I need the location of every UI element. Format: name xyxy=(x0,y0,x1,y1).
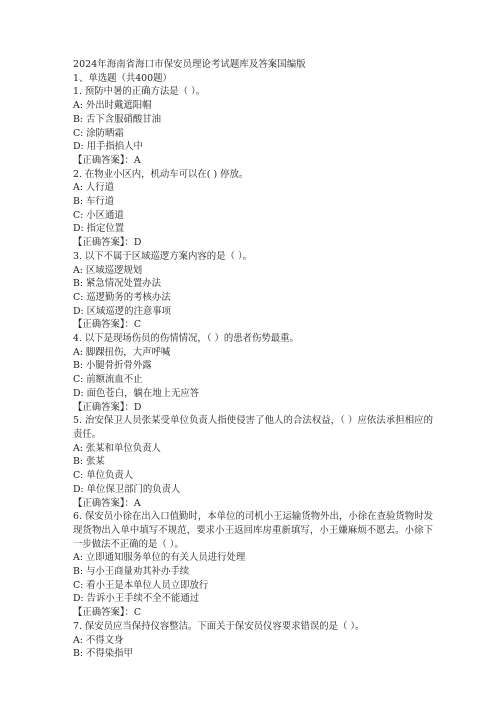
question-option: B: 车行道 xyxy=(73,196,115,208)
question-stem: 1. 预防中暑的正确方法是（ ）。 xyxy=(73,86,206,98)
question-option: D: 面色苍白，躺在地上无应答 xyxy=(73,387,200,399)
question-answer: 【正确答案】：A xyxy=(73,497,141,509)
question-option: A: 区域巡逻规划 xyxy=(73,264,143,276)
question-option: D: 单位保卫部门的负责人 xyxy=(73,483,181,495)
question-stem: 5. 治安保卫人员张某受单位负责人指使侵害了他人的合法权益，（ ）应依法承担相应的责任。 xyxy=(73,415,433,440)
question-option: B: 与小王商量劝其补办手续 xyxy=(73,566,190,578)
question-stem: 3. 以下不属于区域巡逻方案内容的是（ ）。 xyxy=(73,250,252,262)
question-option: C: 涂防晒霜 xyxy=(73,127,124,139)
question-option: B: 不得染指甲 xyxy=(73,648,133,660)
question-stem: 2. 在物业小区内，机动车可以在( ) 停放。 xyxy=(73,168,249,180)
question-answer: 【正确答案】：A xyxy=(73,154,141,166)
question-option: B: 紧急情况处置办法 xyxy=(73,278,162,290)
question-option: C: 单位负责人 xyxy=(73,470,134,482)
question-answer: 【正确答案】：D xyxy=(73,401,142,413)
question-option: A: 外出时戴遮阳帽 xyxy=(73,100,152,112)
question-option: D: 指定位置 xyxy=(73,223,125,235)
question-option: C: 巡逻勤务的考核办法 xyxy=(73,291,171,303)
question-option: B: 舌下含服硝酸甘油 xyxy=(73,113,162,125)
question-stem: 7. 保安员应当保持仪容整洁。下面关于保安员仪容要求错误的是（ ）。 xyxy=(73,620,365,632)
question-option: B: 张某 xyxy=(73,456,105,468)
question-stem: 4. 以下是现场伤员的伤情情况，（ ）的患者伤势最重。 xyxy=(73,333,299,345)
question-option: A: 立即通知服务单位的有关人员进行处理 xyxy=(73,552,246,564)
question-option: A: 脚踝扭伤，大声呼喊 xyxy=(73,346,171,358)
question-option: C: 看小王是本单位人员立即放行 xyxy=(73,579,209,591)
question-option: D: 区域巡逻的注意事项 xyxy=(73,305,172,317)
question-option: A: 不得文身 xyxy=(73,634,124,646)
question-stem: 6. 保安员小徐在出入口值勤时，本单位的司机小王运输货物外出，小徐在查验货物时发现货物出入单中填写不规范，要求小王返回库房重新填写，小王嫌麻烦不愿去。小徐下一步做法不正确的是（ ）。 xyxy=(73,511,433,550)
question-option: C: 小区通道 xyxy=(73,209,124,221)
document-page xyxy=(73,58,433,661)
question-option: B: 小腿骨折骨外露 xyxy=(73,360,152,372)
question-option: D: 用手指掐人中 xyxy=(73,141,143,153)
section-heading: 1、单选题（共400题） xyxy=(73,72,172,84)
question-answer: 【正确答案】：C xyxy=(73,607,142,619)
question-option: A: 张某和单位负责人 xyxy=(73,442,161,454)
document-title: 2024年海南省海口市保安员理论考试题库及答案国编版 xyxy=(73,59,306,70)
question-option: A: 人行道 xyxy=(73,182,115,194)
question-answer: 【正确答案】：D xyxy=(73,237,142,249)
question-option: C: 前额流血不止 xyxy=(73,374,143,386)
question-answer: 【正确答案】：C xyxy=(73,319,142,331)
question-option: D: 告诉小王手续不全不能通过 xyxy=(73,593,200,605)
